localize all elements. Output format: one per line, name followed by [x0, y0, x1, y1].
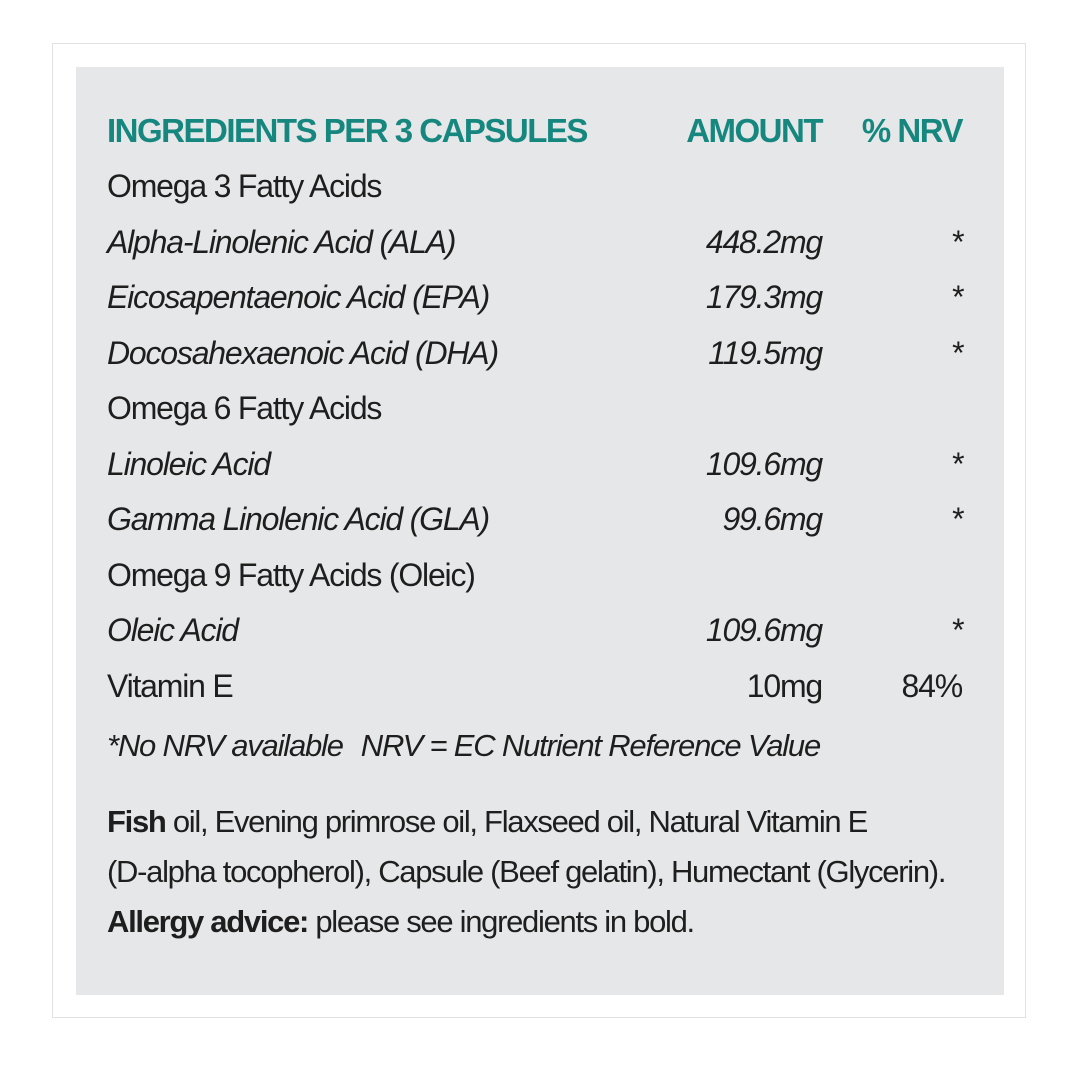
table-row — [0, 612, 1080, 664]
header-nrv: % NRV — [861, 112, 962, 149]
row-name: Docosahexaenoic Acid (DHA) — [107, 334, 498, 371]
row-nrv: * — [950, 279, 962, 315]
ingredients-line-2: (D-alpha tocopherol), Capsule (Beef gelatin), Humectant (Glycerin). — [107, 854, 946, 889]
header-amount: AMOUNT — [686, 112, 822, 149]
row-nrv: * — [950, 334, 962, 371]
row-name: Alpha-Linolenic Acid (ALA) — [107, 223, 456, 260]
row-name: Oleic Acid — [107, 612, 238, 648]
table-row — [0, 501, 1080, 553]
ingredients-line-1 — [107, 797, 987, 847]
footnote — [107, 728, 820, 764]
row-nrv: * — [950, 612, 962, 648]
allergy-advice — [107, 897, 987, 947]
row-amount: 448.2mg — [705, 223, 822, 260]
allergy-advice-text: please see ingredients in bold. — [308, 904, 694, 939]
header-ingredients: INGREDIENTS PER 3 CAPSULES — [107, 112, 587, 149]
group-row — [0, 557, 1080, 609]
row-name: Omega 3 Fatty Acids — [107, 168, 382, 204]
row-amount: 109.6mg — [705, 612, 822, 648]
table-row — [0, 446, 1080, 498]
table-header — [0, 112, 1080, 162]
row-name: Eicosapentaenoic Acid (EPA) — [107, 279, 490, 315]
row-amount: 109.6mg — [705, 445, 822, 482]
table-row — [0, 224, 1080, 276]
row-name: Vitamin E — [107, 667, 233, 704]
group-row — [0, 168, 1080, 220]
table-row — [0, 279, 1080, 331]
row-nrv: * — [950, 223, 962, 260]
row-amount: 179.3mg — [705, 279, 822, 315]
allergen-fish: Fish — [107, 804, 166, 839]
table-row — [0, 335, 1080, 387]
footnote-nrv-definition: NRV = EC Nutrient Reference Value — [360, 728, 821, 763]
footnote-no-nrv: *No NRV available — [107, 728, 343, 763]
group-row — [0, 668, 1080, 720]
row-name: Omega 9 Fatty Acids (Oleic) — [107, 556, 475, 593]
row-amount: 119.5mg — [708, 334, 822, 371]
row-nrv: * — [950, 501, 962, 537]
ingredients-list — [107, 797, 987, 947]
allergy-advice-label: Allergy advice: — [107, 904, 309, 939]
row-name: Gamma Linolenic Acid (GLA) — [107, 501, 489, 537]
row-nrv: * — [950, 445, 962, 482]
row-nrv: 84% — [901, 667, 962, 704]
row-amount: 99.6mg — [722, 501, 822, 537]
ingredients-line-1-rest: oil, Evening primrose oil, Flaxseed oil, Natural Vitamin E — [165, 804, 868, 839]
row-name: Linoleic Acid — [107, 445, 270, 482]
row-name: Omega 6 Fatty Acids — [107, 390, 382, 426]
row-amount: 10mg — [746, 667, 822, 704]
group-row — [0, 390, 1080, 442]
